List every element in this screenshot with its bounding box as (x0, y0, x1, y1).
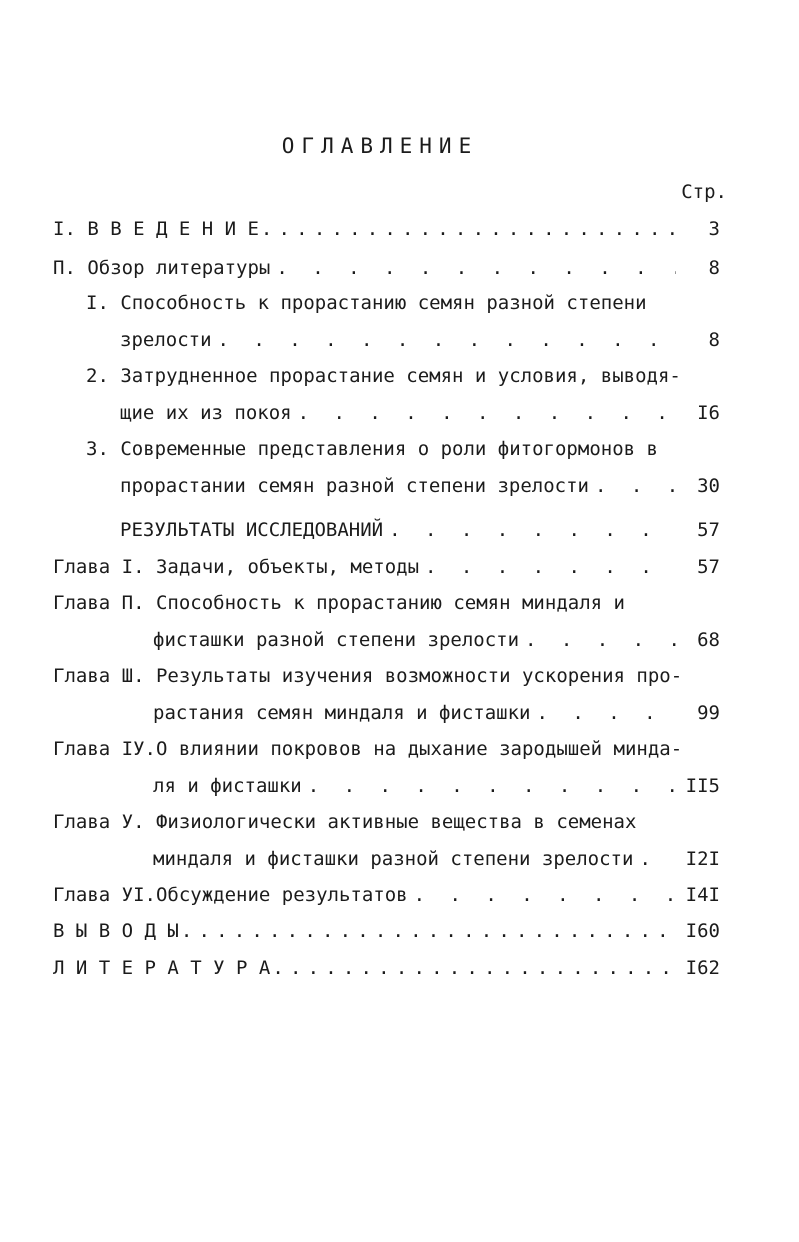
toc-entry-review (53, 255, 720, 281)
toc-entry-text: В Ы В О Д Ы (53, 920, 179, 942)
dot-leader (525, 627, 676, 653)
toc-page-number: 57 (697, 519, 720, 541)
toc-entry-review-3-line2 (120, 473, 720, 499)
toc-page-number: 68 (697, 629, 720, 651)
page-column-header: Стр. (681, 181, 727, 203)
toc-entry-chapter-4-line2 (153, 773, 720, 799)
toc-page-number: 8 (708, 257, 720, 279)
toc-entry-text: ля и фисташки (153, 775, 302, 797)
toc-entry-text: РЕЗУЛЬТАТЫ ИССЛЕДОВАНИЙ (120, 519, 384, 541)
toc-entry-text: Глава Ш. Результаты изучения возможности ускорения про- (53, 665, 683, 687)
toc-entry-conclusions (53, 918, 720, 944)
dot-leader (389, 517, 676, 543)
toc-entry-chapter-2-line1 (53, 590, 720, 616)
dot-leader (276, 255, 676, 281)
dot-leader (425, 554, 676, 580)
toc-entry-text: миндаля и фисташки разной степени зрелости (153, 848, 634, 870)
dot-leader (639, 846, 676, 872)
dot-leader (218, 327, 676, 353)
toc-page-number: I4I (685, 884, 720, 906)
toc-page-number: 3 (708, 218, 720, 240)
toc-entry-chapter-1 (53, 554, 720, 580)
toc-entry-text: I. В В Е Д Е Н И Е (53, 218, 259, 240)
toc-entry-text: Л И Т Е Р А Т У Р А (53, 957, 271, 979)
toc-entry-chapter-4-line1 (53, 736, 720, 762)
toc-entry-text: растания семян миндаля и фисташки (153, 702, 531, 724)
toc-entry-chapter-3-line1 (53, 663, 720, 689)
toc-entry-text: Глава I. Задачи, объекты, методы (53, 556, 420, 578)
toc-page-number: 99 (697, 702, 720, 724)
toc-entry-text: прорастании семян разной степени зрелости (120, 475, 589, 497)
toc-entry-review-1-line2 (120, 327, 720, 353)
toc-entry-text: П. Обзор литературы (53, 257, 271, 279)
toc-entry-review-1-line1 (86, 290, 720, 316)
toc-entry-text: зрелости (120, 329, 212, 351)
toc-page-number: II5 (685, 775, 720, 797)
toc-entry-literature (53, 955, 720, 981)
toc-page-number: 57 (697, 556, 720, 578)
dot-leader (181, 918, 676, 944)
toc-page-number: I2I (685, 848, 720, 870)
toc-entry-text: Глава П. Способность к прорастанию семян миндаля и (53, 592, 625, 614)
toc-entry-chapter-3-line2 (153, 700, 720, 726)
page-title: ОГЛАВЛЕНИЕ (281, 134, 479, 158)
toc-page-number: 8 (708, 329, 720, 351)
toc-entry-text: Глава УI.Обсуждение результатов (53, 884, 408, 906)
dot-leader (272, 955, 676, 981)
toc-entry-chapter-6 (53, 882, 720, 908)
toc-entry-text: щие их из покоя (120, 402, 292, 424)
dot-leader (308, 773, 676, 799)
toc-entry-text: фисташки разной степени зрелости (153, 629, 520, 651)
toc-entry-chapter-5-line2 (153, 846, 720, 872)
toc-entry-text: I. Способность к прорастанию семян разной степени (86, 292, 647, 314)
toc-page-number: 30 (697, 475, 720, 497)
toc-entry-review-3-line1 (86, 436, 720, 462)
toc-page-number: I62 (685, 957, 720, 979)
toc-entry-introduction (53, 216, 720, 242)
toc-page-number: I60 (685, 920, 720, 942)
dot-leader (298, 400, 676, 426)
toc-entry-text: 2. Затрудненное прорастание семян и условия, выводя- (86, 365, 681, 387)
dot-leader (261, 216, 676, 242)
toc-entry-results (120, 517, 720, 543)
toc-entry-review-2-line1 (86, 363, 720, 389)
dot-leader (595, 473, 676, 499)
toc-entry-text: Глава IУ.О влиянии покровов на дыхание зародышей минда- (53, 738, 683, 760)
toc-entry-chapter-5-line1 (53, 809, 720, 835)
toc-entry-text: Глава У. Физиологически активные вещества в семенах (53, 811, 637, 833)
dot-leader (537, 700, 677, 726)
toc-entry-chapter-2-line2 (153, 627, 720, 653)
toc-page-number: I6 (697, 402, 720, 424)
toc-entry-text: 3. Современные представления о роли фитогормонов в (86, 438, 658, 460)
dot-leader (414, 882, 676, 908)
toc-entry-review-2-line2 (120, 400, 720, 426)
